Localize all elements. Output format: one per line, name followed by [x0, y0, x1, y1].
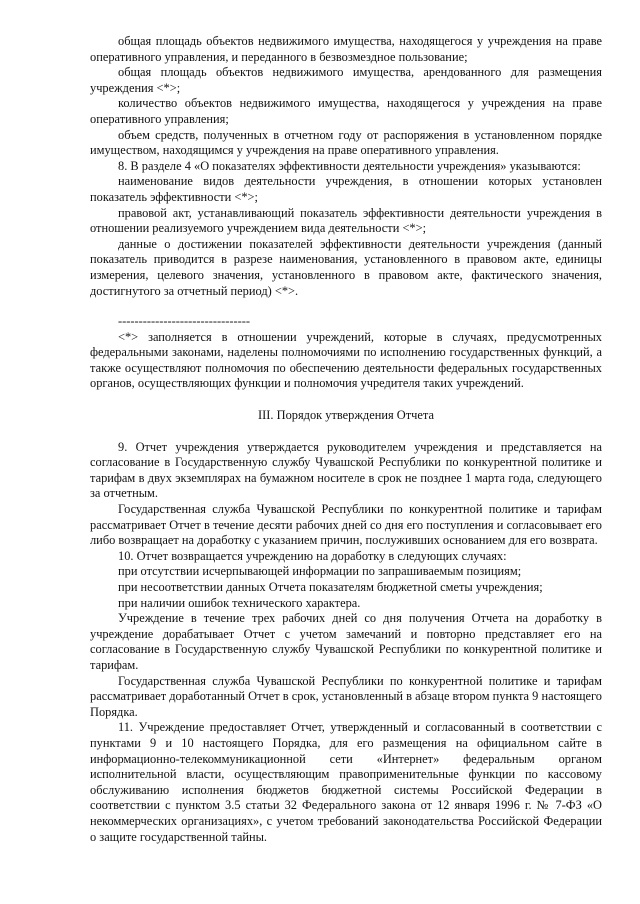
paragraph: количество объектов недвижимого имущества, находящегося у учреждения на праве оперативного управления;: [90, 96, 602, 126]
paragraph: при наличии ошибок технического характера.: [118, 595, 361, 610]
paragraph: правовой акт, устанавливающий показатель эффективности деятельности учреждения в отношении реализуемого учреждением вида деятельности <*>;: [90, 205, 602, 236]
paragraph: 9. Отчет учреждения утверждается руководителем учреждения и представляется на согласование в Государственную службу Чувашской Республики по конкурентной политике и тарифам в двух экземплярах на бумажном носителе в срок не позднее 1 марта года, следующего за отчетным.: [90, 439, 602, 501]
footnote-text: <*> заполняется в отношении учреждений, которые в случаях, предусмотренных федеральными законами, наделены полномочиями по исполнению государственных функций, а также осуществляют полномочия по обеспечению деятельности федеральных государственных органов, осуществляющих функции и полномочия учредителя таких учреждений.: [90, 329, 602, 391]
section-heading: III. Порядок утверждения Отчета: [258, 408, 434, 423]
paragraph: данные о достижении показателей эффективности деятельности учреждения (данный показатель приводится в разрезе наименования, установленного в правовом акте, единицы измерения, целевого значения, установленного в правовом акте, фактического значения, достигнутого за отчетный период) <*>.: [90, 236, 602, 298]
paragraph: общая площадь объектов недвижимого имущества, находящегося у учреждения на праве оперативного управления, и переданного в безвозмездное пользование;: [90, 34, 602, 64]
document-page: [90, 34, 602, 845]
paragraph: наименование видов деятельности учреждения, в отношении которых установлен показатель эффективности <*>;: [90, 174, 602, 204]
paragraph: 11. Учреждение предоставляет Отчет, утвержденный и согласованный в соответствии с пунктами 9 и 10 настоящего Порядка, для его размещения на официальном сайте в информационно-телекоммуникационной сети «Интернет» федеральным органом исполнительной власти, осуществляющим правоприменительные функции по кассовому обслуживанию исполнения бюджетов бюджетной системы Российской Федерации в соответствии с пунктом 3.5 статьи 32 Федерального закона от 12 января 1996 г. № 7-ФЗ «О некоммерческих организациях», с учетом требований законодательства Российской Федерации о защите государственной тайны.: [90, 720, 602, 844]
paragraph: объем средств, полученных в отчетном году от распоряжения в установленном порядке имуществом, находящимся у учреждения на праве оперативного управления.: [90, 127, 602, 158]
paragraph: общая площадь объектов недвижимого имущества, арендованного для размещения учреждения <*>;: [90, 65, 602, 95]
paragraph: при отсутствии исчерпывающей информации по запрашиваемым позициям;: [118, 564, 522, 579]
paragraph: 8. В разделе 4 «О показателях эффективности деятельности учреждения» указываются:: [118, 158, 581, 173]
paragraph: 10. Отчет возвращается учреждению на доработку в следующих случаях:: [118, 548, 507, 563]
paragraph: Учреждение в течение трех рабочих дней со дня получения Отчета на доработку в учреждение дорабатывает Отчет с учетом замечаний и повторно представляет его на согласование в Государственную службу Чувашской Республики по конкурентной политике и тарифам.: [90, 611, 602, 672]
paragraph: при несоответствии данных Отчета показателям бюджетной сметы учреждения;: [118, 580, 543, 594]
footnote-separator: --------------------------------: [118, 314, 251, 329]
paragraph: Государственная служба Чувашской Республики по конкурентной политике и тарифам рассматривает доработанный Отчет в срок, установленный в абзаце втором пункта 9 настоящего Порядка.: [90, 673, 602, 719]
paragraph: Государственная служба Чувашской Республики по конкурентной политике и тарифам рассматривает Отчет в течение десяти рабочих дней со дня его поступления и согласовывает его либо возвращает на доработку с указанием причин, послуживших основанием для его возврата.: [90, 502, 602, 548]
